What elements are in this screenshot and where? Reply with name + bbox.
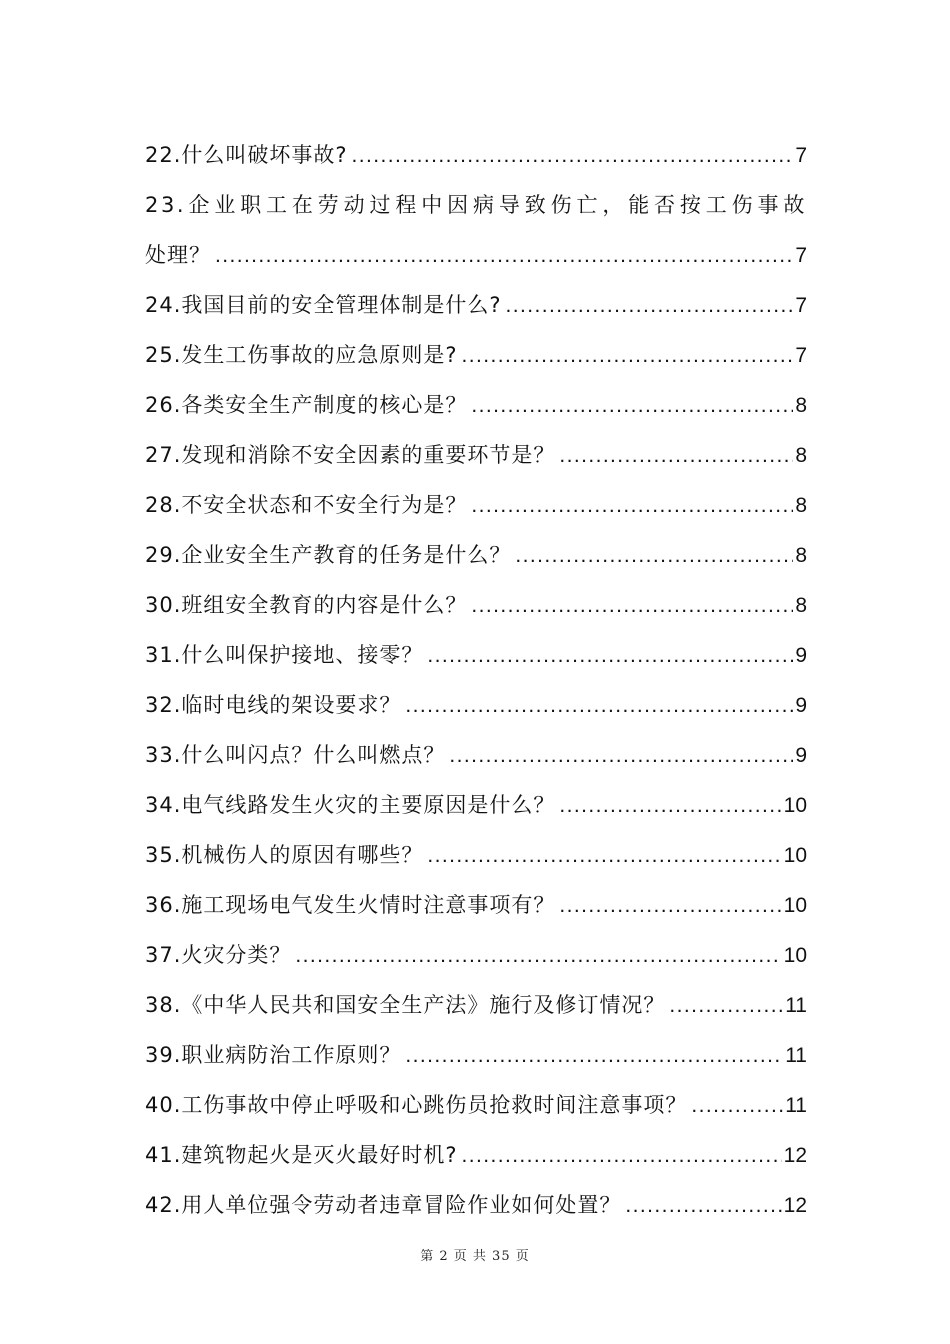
toc-page-number: 10	[783, 894, 807, 917]
toc-entry-title: 23.企业职工在劳动过程中因病导致伤亡，能否按工伤事故	[145, 193, 807, 217]
toc-dot-leader	[471, 481, 793, 531]
toc-dot-leader	[405, 1031, 783, 1081]
toc-entry-title: 39.职业病防治工作原则？	[145, 1043, 402, 1067]
toc-entry-title: 34.电气线路发生火灾的主要原因是什么？	[145, 793, 556, 817]
toc-entry[interactable]	[145, 330, 807, 380]
toc-entry[interactable]	[145, 930, 807, 980]
toc-entry[interactable]	[145, 280, 807, 330]
toc-dot-leader	[295, 931, 781, 981]
toc-page-number: 8	[795, 444, 807, 467]
toc-entry-title: 29.企业安全生产教育的任务是什么？	[145, 543, 512, 567]
toc-dot-leader	[515, 531, 793, 581]
toc-entry-title: 40.工伤事故中停止呼吸和心跳伤员抢救时间注意事项？	[145, 1093, 688, 1117]
toc-entry-title: 42.用人单位强令劳动者违章冒险作业如何处置？	[145, 1193, 622, 1217]
toc-dot-leader	[427, 831, 781, 881]
toc-entry[interactable]	[145, 1180, 807, 1230]
toc-entry-title: 28.不安全状态和不安全行为是？	[145, 493, 468, 517]
toc-entry-title: 36.施工现场电气发生火情时注意事项有？	[145, 893, 556, 917]
toc-entry-title: 37.火灾分类？	[145, 943, 292, 967]
toc-dot-leader	[471, 381, 793, 431]
toc-entry-title-cont: 处理？	[145, 243, 211, 267]
toc-entry-title: 32.临时电线的架设要求？	[145, 693, 402, 717]
toc-entry[interactable]	[145, 530, 807, 580]
toc-page-number: 12	[783, 1144, 807, 1167]
toc-entry-title: 31.什么叫保护接地、接零？	[145, 643, 424, 667]
toc-page-number: 12	[783, 1194, 807, 1217]
toc-entry[interactable]	[145, 680, 807, 730]
toc-dot-leader	[449, 731, 793, 781]
toc-entry[interactable]	[145, 180, 807, 230]
toc-page-number: 11	[785, 1094, 807, 1117]
toc-dot-leader	[462, 331, 794, 381]
toc-page-number: 7	[795, 244, 807, 267]
toc-page-number: 7	[795, 344, 807, 367]
toc-dot-leader	[559, 781, 781, 831]
toc-page-number: 11	[785, 1044, 807, 1067]
toc-entry[interactable]	[145, 430, 807, 480]
toc-entry[interactable]	[145, 380, 807, 430]
toc-page-number: 10	[783, 844, 807, 867]
toc-page-number: 8	[795, 494, 807, 517]
toc-entry[interactable]	[145, 880, 807, 930]
toc-entry-title: 30.班组安全教育的内容是什么？	[145, 593, 468, 617]
toc-dot-leader	[559, 881, 781, 931]
toc-entry[interactable]	[145, 1130, 807, 1180]
toc-page-number: 7	[795, 294, 807, 317]
toc-page-number: 8	[795, 394, 807, 417]
toc-entry-title: 22.什么叫破坏事故?	[145, 143, 348, 167]
toc-entry-title: 33.什么叫闪点？什么叫燃点？	[145, 743, 446, 767]
table-of-contents	[145, 130, 807, 1230]
toc-dot-leader	[506, 281, 794, 331]
toc-page-number: 7	[795, 144, 807, 167]
toc-entry[interactable]	[145, 630, 807, 680]
toc-page-number: 11	[785, 994, 807, 1017]
toc-dot-leader	[462, 1131, 782, 1181]
toc-dot-leader	[691, 1081, 783, 1131]
toc-entry-title: 24.我国目前的安全管理体制是什么?	[145, 293, 502, 317]
toc-dot-leader	[405, 681, 793, 731]
toc-entry[interactable]	[145, 830, 807, 880]
toc-page-number: 9	[795, 694, 807, 717]
page-footer: 第 2 页 共 35 页	[420, 1249, 530, 1264]
toc-dot-leader	[669, 981, 783, 1031]
toc-entry-title: 41.建筑物起火是灭火最好时机?	[145, 1143, 458, 1167]
toc-entry[interactable]	[145, 1080, 807, 1130]
toc-entry-continuation[interactable]	[145, 230, 807, 280]
toc-page-number: 8	[795, 544, 807, 567]
toc-entry[interactable]	[145, 730, 807, 780]
toc-entry[interactable]	[145, 780, 807, 830]
toc-entry-title: 25.发生工伤事故的应急原则是?	[145, 343, 458, 367]
toc-entry[interactable]	[145, 130, 807, 180]
toc-dot-leader	[352, 131, 794, 181]
toc-page-number: 10	[783, 794, 807, 817]
toc-entry[interactable]	[145, 480, 807, 530]
toc-page-number: 9	[795, 644, 807, 667]
toc-entry-title: 38.《中华人民共和国安全生产法》施行及修订情况？	[145, 993, 666, 1017]
toc-dot-leader	[427, 631, 793, 681]
toc-entry[interactable]	[145, 1030, 807, 1080]
toc-page-number: 9	[795, 744, 807, 767]
toc-dot-leader	[215, 231, 793, 281]
toc-entry[interactable]	[145, 580, 807, 630]
toc-dot-leader	[625, 1181, 781, 1231]
toc-entry-title: 35.机械伤人的原因有哪些？	[145, 843, 424, 867]
toc-page-number: 10	[783, 944, 807, 967]
toc-dot-leader	[559, 431, 793, 481]
toc-page-number: 8	[795, 594, 807, 617]
toc-entry-title: 27.发现和消除不安全因素的重要环节是？	[145, 443, 556, 467]
toc-entry[interactable]	[145, 980, 807, 1030]
toc-entry-title: 26.各类安全生产制度的核心是？	[145, 393, 468, 417]
toc-dot-leader	[471, 581, 793, 631]
